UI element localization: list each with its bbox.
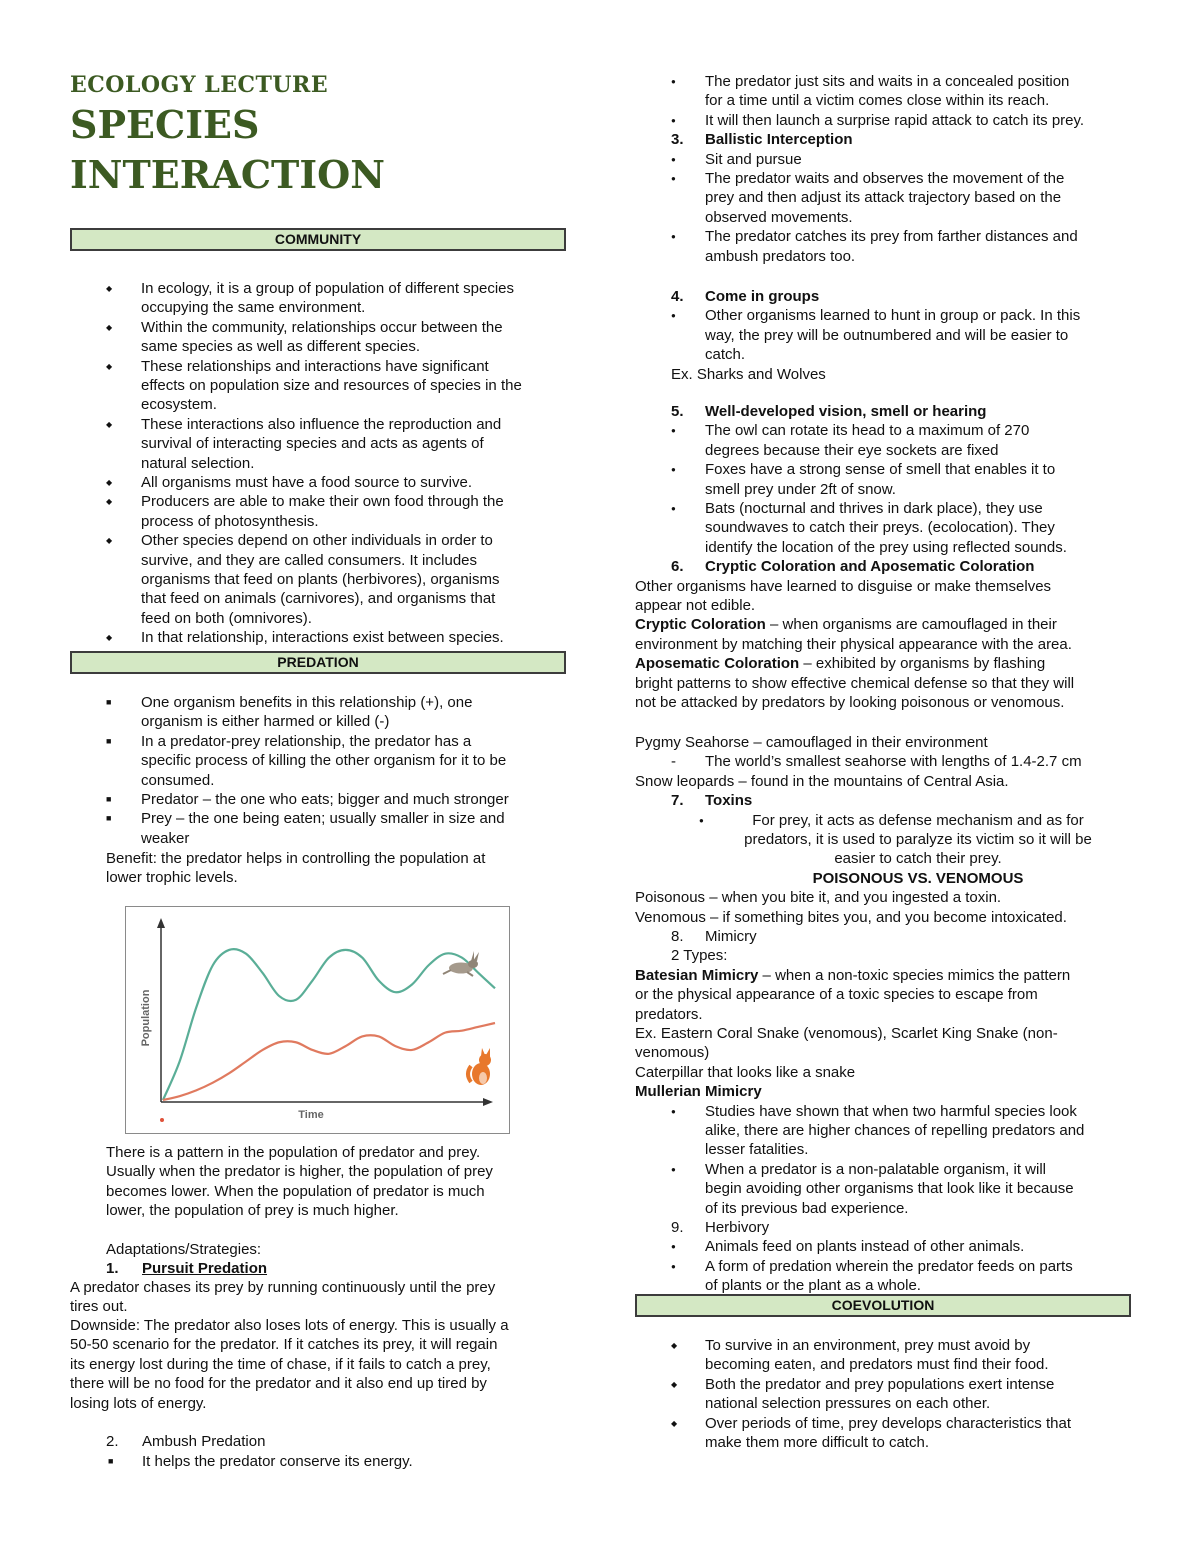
bullet-icon: ◆: [671, 1418, 678, 1428]
text-line: appear not edible.: [635, 597, 756, 614]
list-item-line: A form of predation wherein the predator feeds on parts: [705, 1257, 1073, 1275]
list-item-line: natural selection.: [141, 454, 255, 472]
pursuit-title: Pursuit Predation: [142, 1260, 268, 1277]
text-line: tires out.: [70, 1298, 128, 1316]
ambush-bullet: It helps the predator conserve its energy.: [142, 1453, 413, 1470]
text-line: or the physical appearance of a toxic species to escape from: [635, 986, 1038, 1004]
types-label: 2 Types:: [671, 947, 728, 965]
example-text: Ex. Sharks and Wolves: [671, 365, 826, 383]
list-item-line: Other species depend on other individuals in order to: [141, 532, 493, 550]
text-line: A predator chases its prey by running continuously until the prey: [70, 1279, 496, 1296]
bullet-icon: ◆: [106, 284, 113, 293]
toxins-line: easier to catch their prey.: [834, 850, 1002, 868]
cryptic-definition: [635, 615, 1057, 634]
list-item-line: Predator – the one who eats; bigger and much stronger: [141, 791, 509, 808]
bullet-icon: ■: [108, 1456, 114, 1466]
list-item-line: To survive in an environment, prey must avoid by: [705, 1337, 1031, 1354]
list-item-line: Bats (nocturnal and thrives in dark place), they use: [705, 500, 1043, 517]
bullet-icon: ●: [699, 815, 704, 825]
section-title: Toxins: [705, 792, 753, 810]
bullet-icon: ●: [671, 465, 676, 475]
bullet-icon: ●: [671, 504, 676, 513]
bullet-icon: ●: [671, 77, 676, 86]
list-item-line: organisms that feed on plants (herbivores), organisms: [141, 571, 500, 588]
caterpillar-text: Caterpillar that looks like a snake: [635, 1063, 856, 1081]
bullet-icon: ●: [671, 1261, 676, 1271]
list-item-line: Both the predator and prey populations exert intense: [705, 1375, 1055, 1393]
bullet-icon: ■: [106, 697, 112, 707]
definition: – when organisms are camouflaged in their: [765, 616, 1057, 634]
section-title: Cryptic Coloration and Aposematic Coloration: [705, 558, 1035, 576]
list-item-line: The predator just sits and waits in a concealed position: [705, 73, 1070, 90]
list-item-line: smell prey under 2ft of snow.: [705, 480, 896, 498]
list-item-line: Other organisms learned to hunt in group or pack. In this: [705, 307, 1081, 325]
seahorse-sub: The world’s smallest seahorse with lengths of 1.4-2.7 cm: [705, 753, 1082, 771]
adaptations-label: Adaptations/Strategies:: [106, 1241, 262, 1258]
bullet-icon: ◆: [671, 1379, 678, 1389]
list-item-line: observed movements.: [705, 208, 853, 226]
text-line: Other organisms have learned to disguise or make themselves: [635, 577, 1052, 595]
section-title: Well-developed vision, smell or hearing: [705, 403, 987, 420]
x-axis-label: Time: [298, 1109, 324, 1121]
text-line: environment by matching their physical appearance with the area.: [635, 635, 1072, 653]
definition: – exhibited by organisms by flashing: [799, 655, 1046, 673]
list-item-line: Foxes have a strong sense of smell that enables it to: [705, 461, 1056, 479]
list-item-line: All organisms must have a food source to survive.: [141, 474, 472, 491]
section-title: Mimicry: [705, 928, 757, 945]
list-item-line: of plants or the plant as a whole.: [705, 1277, 921, 1295]
list-item-line: catch.: [705, 346, 746, 364]
list-item-line: Within the community, relationships occur between the: [141, 318, 503, 336]
list-item-line: effects on population size and resources of species in the: [141, 377, 522, 394]
section-title: Ballistic Interception: [705, 131, 853, 149]
section-number: 8.: [671, 928, 684, 945]
section-number: 6.: [671, 558, 684, 576]
term: Cryptic Coloration: [635, 616, 766, 634]
list-item-line: In that relationship, interactions exist between species.: [141, 629, 504, 647]
ambush-number: 2.: [106, 1433, 119, 1450]
list-item-line: The predator waits and observes the movement of the: [705, 170, 1065, 187]
list-item-line: When a predator is a non-palatable organism, it will: [705, 1160, 1047, 1178]
list-item-line: for a time until a victim comes close within its reach.: [705, 92, 1050, 110]
bullet-icon: ●: [671, 174, 676, 183]
text-line: Ex. Eastern Coral Snake (venomous), Scarlet King Snake (non-: [635, 1025, 1058, 1042]
chart-frame: [126, 907, 510, 1134]
list-item-line: ambush predators too.: [705, 247, 856, 265]
list-item-line: begin avoiding other organisms that look like it because: [705, 1180, 1074, 1198]
term: Aposematic Coloration: [635, 655, 800, 673]
toxins-line: predators, it is used to paralyze its victim so it will be: [744, 831, 1092, 848]
text-line: lower trophic levels.: [106, 869, 238, 887]
list-item-line: Animals feed on plants instead of other animals.: [705, 1238, 1025, 1256]
text-line: becomes lower. When the population of predator is much: [106, 1182, 485, 1200]
list-item-line: that feed on animals (carnivores), and organisms that: [141, 590, 496, 608]
list-item-line: In ecology, it is a group of population of different species: [141, 280, 515, 297]
bullet-icon: ◆: [106, 536, 113, 546]
seahorse-text: Pygmy Seahorse – camouflaged in their environment: [635, 734, 988, 751]
section-title: Herbivory: [705, 1219, 770, 1236]
list-item-line: Producers are able to make their own food through the: [141, 493, 504, 511]
definition: – when a non-toxic species mimics the pattern: [758, 966, 1071, 984]
list-item-line: degrees because their eye sockets are fixed: [705, 441, 999, 459]
poisonous-text: Poisonous – when you bite it, and you ingested a toxin.: [635, 889, 1002, 907]
section-number: 9.: [671, 1219, 684, 1236]
text-line: its energy lost during the time of chase, if it fails to catch a prey,: [70, 1355, 491, 1373]
list-item-line: Studies have shown that when two harmful species look: [705, 1102, 1077, 1120]
predation-heading: PREDATION: [70, 651, 566, 674]
list-item-line: These relationships and interactions have significant: [141, 357, 489, 375]
title-line-1: SPECIES: [70, 102, 260, 147]
mullerian-title: Mullerian Mimicry: [635, 1083, 762, 1101]
list-item-line: The owl can rotate its head to a maximum of 270: [705, 422, 1030, 440]
bullet-icon: ◆: [671, 1341, 678, 1350]
aposematic-definition: [635, 654, 1045, 673]
list-item-line: lesser fatalities.: [705, 1141, 809, 1159]
list-item-line: In a predator-prey relationship, the predator has a: [141, 732, 472, 750]
text-line: lower, the population of prey is much higher.: [106, 1202, 399, 1220]
section-title: Come in groups: [705, 288, 820, 305]
list-item-line: survive, and they are called consumers. It includes: [141, 551, 477, 569]
text-line: Downside: The predator also loses lots of energy. This is usually a: [70, 1317, 509, 1334]
list-item-line: occupying the same environment.: [141, 299, 366, 317]
list-item-line: Over periods of time, prey develops characteristics that: [705, 1414, 1071, 1432]
list-item-line: ecosystem.: [141, 396, 217, 414]
venomous-text: Venomous – if something bites you, and you become intoxicated.: [635, 908, 1067, 926]
text-line: There is a pattern in the population of predator and prey.: [106, 1144, 481, 1161]
toxins-line: For prey, it acts as defense mechanism and as for: [752, 811, 1084, 829]
list-item-line: identify the location of the prey using reflected sounds.: [705, 538, 1067, 556]
batesian-definition: [635, 966, 1070, 985]
list-item-line: Sit and pursue: [705, 150, 802, 168]
bullet-icon: ◆: [106, 633, 113, 643]
bullet-icon: ■: [106, 794, 112, 804]
origin-marker: [160, 1118, 164, 1122]
pursuit-number: 1.: [106, 1260, 119, 1277]
coevolution-heading: COEVOLUTION: [635, 1294, 1131, 1317]
predator-prey-chart: [125, 906, 510, 1134]
text-line: Usually when the predator is higher, the population of prey: [106, 1163, 493, 1181]
section-number: 7.: [671, 792, 684, 810]
community-heading: COMMUNITY: [70, 228, 566, 251]
list-item-line: One organism benefits in this relationship (+), one: [141, 694, 473, 711]
text-line: losing lots of energy.: [70, 1394, 207, 1412]
text-line: 50-50 scenario for the predator. If it catches its prey, it will regain: [70, 1336, 498, 1354]
text-line: not be attacked by predators by looking poisonous or venomous.: [635, 694, 1065, 711]
bullet-icon: ◆: [106, 322, 113, 332]
bullet-icon: ◆: [106, 478, 113, 487]
list-item-line: feed on both (omnivores).: [141, 609, 312, 627]
bullet-icon: ◆: [106, 419, 113, 429]
term: Batesian Mimicry: [635, 966, 759, 984]
bullet-icon: ●: [671, 1106, 676, 1116]
bullet-icon: ■: [106, 813, 112, 824]
list-item-line: alike, there are higher chances of repelling predators and: [705, 1122, 1085, 1139]
section-number: 3.: [671, 131, 684, 149]
bullet-icon: ●: [671, 1164, 676, 1174]
list-item-line: consumed.: [141, 771, 215, 789]
bullet-icon: ●: [671, 311, 676, 321]
text-line: Benefit: the predator helps in controlling the population at: [106, 850, 486, 867]
list-item-line: weaker: [141, 829, 190, 847]
text-line: venomous): [635, 1044, 710, 1062]
list-item-line: prey and then adjust its attack trajectory based on the: [705, 189, 1062, 207]
list-item-line: becoming eaten, and predators must find their food.: [705, 1356, 1049, 1374]
bullet-icon: ◆: [106, 497, 113, 507]
text-line: bright patterns to show effective chemical defense so that they will: [635, 674, 1075, 692]
list-item-line: The predator catches its prey from farther distances and: [705, 228, 1078, 246]
lecture-label: ECOLOGY LECTURE: [70, 72, 329, 98]
poisonous-venomous-heading: POISONOUS VS. VENOMOUS: [812, 869, 1024, 887]
list-item-line: of its previous bad experience.: [705, 1199, 909, 1217]
list-item-line: process of photosynthesis.: [141, 512, 319, 530]
section-number: 5.: [671, 403, 684, 420]
list-item-line: Prey – the one being eaten; usually smaller in size and: [141, 810, 505, 828]
list-item-line: specific process of killing the other organism for it to be: [141, 752, 507, 770]
bullet-icon: ●: [671, 426, 676, 436]
ambush-title: Ambush Predation: [142, 1433, 266, 1450]
list-item-line: survival of interacting species and acts as agents of: [141, 435, 484, 453]
list-item-line: It will then launch a surprise rapid attack to catch its prey.: [705, 111, 1085, 129]
text-line: predators.: [635, 1005, 703, 1023]
list-item-line: These interactions also influence the reproduction and: [141, 415, 502, 433]
dash: -: [671, 753, 676, 771]
bullet-icon: ●: [671, 154, 676, 164]
bullet-icon: ■: [106, 735, 112, 746]
snow-leopard-text: Snow leopards – found in the mountains of Central Asia.: [635, 772, 1009, 790]
bullet-icon: ◆: [106, 361, 113, 371]
y-axis-label: Population: [140, 989, 152, 1047]
list-item-line: organism is either harmed or killed (-): [141, 713, 390, 731]
bullet-icon: ●: [671, 1242, 676, 1252]
list-item-line: national selection pressures on each other.: [705, 1395, 991, 1413]
list-item-line: make them more difficult to catch.: [705, 1434, 929, 1451]
section-number: 4.: [671, 288, 684, 305]
list-item-line: same species as well as different species.: [141, 338, 421, 356]
list-item-line: way, the prey will be outnumbered and will be easier to: [705, 326, 1069, 344]
title-line-2: INTERACTION: [70, 152, 385, 197]
text-line: there will be no food for the predator and it also end up tired by: [70, 1375, 487, 1393]
bullet-icon: ●: [671, 115, 676, 125]
list-item-line: soundwaves to catch their preys. (ecolocation). They: [705, 519, 1055, 537]
bullet-icon: ●: [671, 232, 676, 242]
